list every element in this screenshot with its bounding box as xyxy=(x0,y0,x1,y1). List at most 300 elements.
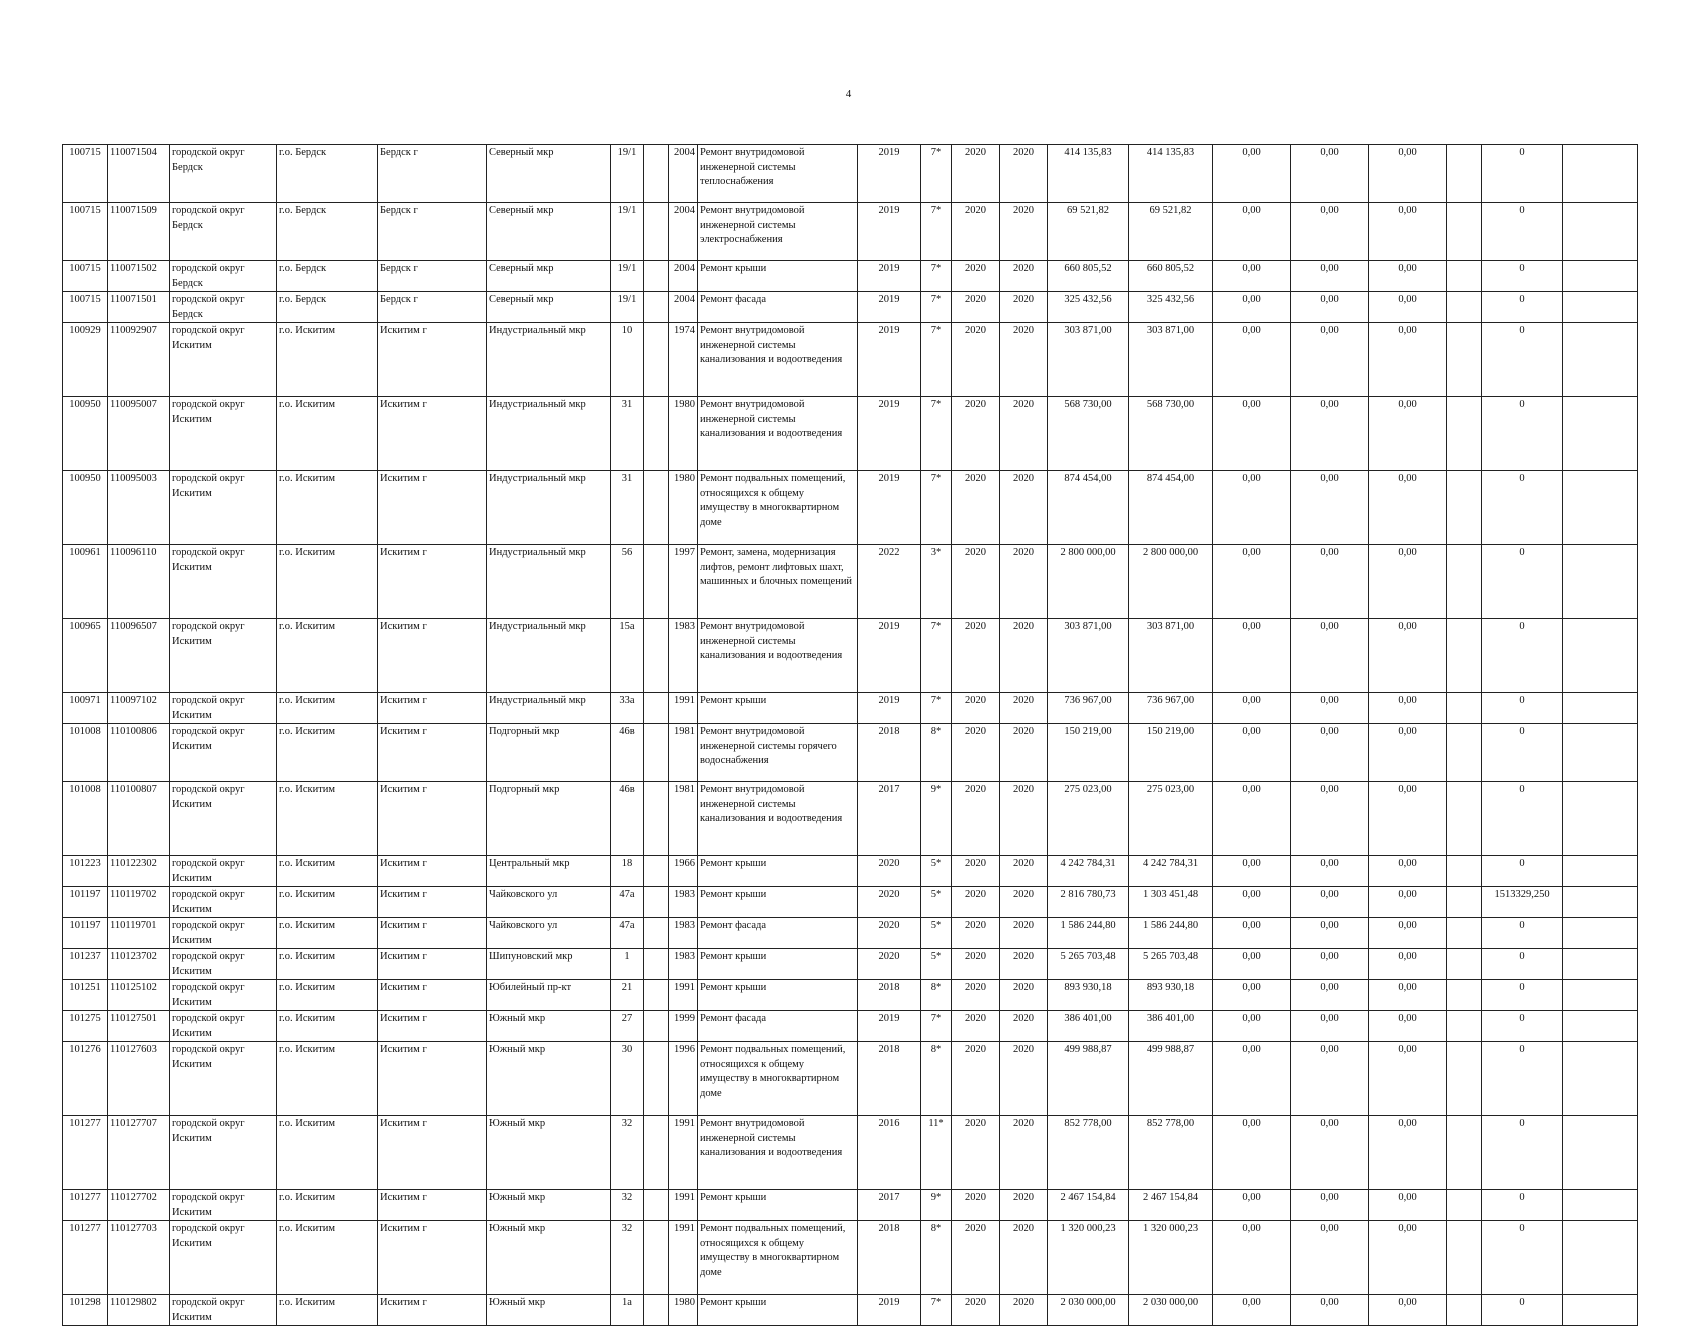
cell-empty xyxy=(644,918,669,949)
cell-value-4 xyxy=(1447,980,1482,1011)
cell-municipality: г.о. Искитим xyxy=(277,856,378,887)
cell-plan-year: 2022 xyxy=(858,545,921,619)
cell-note: 8* xyxy=(921,724,952,782)
cell-cost-fund: 736 967,00 xyxy=(1129,693,1213,724)
cell-value-6 xyxy=(1563,619,1638,693)
cell-locality: Искитим г xyxy=(378,1116,487,1190)
cell-cost-total: 499 988,87 xyxy=(1048,1042,1129,1116)
table-row xyxy=(63,1011,1638,1042)
cell-value-1: 0,00 xyxy=(1213,1116,1291,1190)
cell-cost-fund: 5 265 703,48 xyxy=(1129,949,1213,980)
cell-value-3: 0,00 xyxy=(1369,1116,1447,1190)
cell-locality: Искитим г xyxy=(378,545,487,619)
cell-empty xyxy=(644,619,669,693)
cell-note: 8* xyxy=(921,980,952,1011)
cell-empty xyxy=(644,1295,669,1326)
cell-row-id: 101197 xyxy=(63,918,108,949)
cell-value-5: 0 xyxy=(1482,145,1563,203)
cell-street: Подгорный мкр xyxy=(487,724,611,782)
cell-value-5: 0 xyxy=(1482,1011,1563,1042)
cell-value-2: 0,00 xyxy=(1291,292,1369,323)
cell-object-code: 110123702 xyxy=(108,949,170,980)
cell-row-id: 101277 xyxy=(63,1116,108,1190)
cell-year-built: 1983 xyxy=(669,619,698,693)
cell-object-code: 110129802 xyxy=(108,1295,170,1326)
cell-work-type: Ремонт крыши xyxy=(698,887,858,918)
cell-object-code: 110096110 xyxy=(108,545,170,619)
cell-year-built: 2004 xyxy=(669,203,698,261)
cell-locality: Искитим г xyxy=(378,1221,487,1295)
cell-year-built: 2004 xyxy=(669,145,698,203)
cell-value-4 xyxy=(1447,471,1482,545)
cell-locality: Бердск г xyxy=(378,203,487,261)
cell-value-4 xyxy=(1447,949,1482,980)
cell-note: 7* xyxy=(921,1011,952,1042)
cell-row-id: 101008 xyxy=(63,782,108,856)
cell-note: 11* xyxy=(921,1116,952,1190)
cell-year-start: 2020 xyxy=(952,545,1000,619)
cell-plan-year: 2018 xyxy=(858,980,921,1011)
cell-municipality: г.о. Искитим xyxy=(277,918,378,949)
cell-cost-fund: 386 401,00 xyxy=(1129,1011,1213,1042)
cell-house-number: 10 xyxy=(611,323,644,397)
cell-value-6 xyxy=(1563,1011,1638,1042)
cell-cost-fund: 2 467 154,84 xyxy=(1129,1190,1213,1221)
cell-object-code: 110096507 xyxy=(108,619,170,693)
cell-value-1: 0,00 xyxy=(1213,887,1291,918)
cell-object-code: 110092907 xyxy=(108,323,170,397)
cell-work-type: Ремонт внутридомовой инженерной системы канализования и водоотведения xyxy=(698,1116,858,1190)
cell-municipality: г.о. Бердск xyxy=(277,145,378,203)
cell-value-5: 0 xyxy=(1482,980,1563,1011)
cell-year-built: 1966 xyxy=(669,856,698,887)
cell-row-id: 100929 xyxy=(63,323,108,397)
cell-value-3: 0,00 xyxy=(1369,693,1447,724)
cell-street: Индустриальный мкр xyxy=(487,619,611,693)
cell-value-1: 0,00 xyxy=(1213,918,1291,949)
table-row xyxy=(63,1116,1638,1190)
cell-cost-fund: 4 242 784,31 xyxy=(1129,856,1213,887)
cell-value-3: 0,00 xyxy=(1369,1295,1447,1326)
cell-municipality: г.о. Бердск xyxy=(277,261,378,292)
cell-year-built: 1981 xyxy=(669,724,698,782)
cell-municipality: г.о. Искитим xyxy=(277,545,378,619)
cell-value-5: 0 xyxy=(1482,693,1563,724)
cell-year-start: 2020 xyxy=(952,724,1000,782)
cell-year-end: 2020 xyxy=(1000,918,1048,949)
cell-cost-fund: 150 219,00 xyxy=(1129,724,1213,782)
cell-row-id: 100961 xyxy=(63,545,108,619)
cell-value-4 xyxy=(1447,782,1482,856)
cell-object-code: 110071509 xyxy=(108,203,170,261)
cell-value-4 xyxy=(1447,693,1482,724)
cell-cost-fund: 325 432,56 xyxy=(1129,292,1213,323)
cell-municipality: г.о. Искитим xyxy=(277,619,378,693)
cell-empty xyxy=(644,292,669,323)
table-row xyxy=(63,782,1638,856)
cell-object-code: 110127501 xyxy=(108,1011,170,1042)
cell-locality: Искитим г xyxy=(378,856,487,887)
cell-cost-total: 275 023,00 xyxy=(1048,782,1129,856)
cell-value-6 xyxy=(1563,203,1638,261)
cell-value-5: 0 xyxy=(1482,949,1563,980)
cell-locality: Искитим г xyxy=(378,949,487,980)
table-row xyxy=(63,292,1638,323)
cell-municipality: г.о. Искитим xyxy=(277,1011,378,1042)
cell-value-1: 0,00 xyxy=(1213,1011,1291,1042)
cell-street: Юбилейный пр-кт xyxy=(487,980,611,1011)
cell-object-code: 110100806 xyxy=(108,724,170,782)
cell-cost-fund: 852 778,00 xyxy=(1129,1116,1213,1190)
cell-cost-total: 874 454,00 xyxy=(1048,471,1129,545)
cell-district: городской округ Бердск xyxy=(170,261,277,292)
cell-municipality: г.о. Бердск xyxy=(277,203,378,261)
cell-value-4 xyxy=(1447,1190,1482,1221)
cell-value-1: 0,00 xyxy=(1213,724,1291,782)
table-row xyxy=(63,545,1638,619)
cell-municipality: г.о. Искитим xyxy=(277,397,378,471)
cell-empty xyxy=(644,1011,669,1042)
cell-object-code: 110095003 xyxy=(108,471,170,545)
cell-year-built: 1980 xyxy=(669,471,698,545)
cell-value-2: 0,00 xyxy=(1291,471,1369,545)
cell-value-2: 0,00 xyxy=(1291,782,1369,856)
cell-plan-year: 2019 xyxy=(858,693,921,724)
cell-value-4 xyxy=(1447,1116,1482,1190)
cell-row-id: 101223 xyxy=(63,856,108,887)
cell-object-code: 110119701 xyxy=(108,918,170,949)
cell-value-5: 0 xyxy=(1482,471,1563,545)
cell-row-id: 101298 xyxy=(63,1295,108,1326)
cell-municipality: г.о. Искитим xyxy=(277,471,378,545)
cell-work-type: Ремонт внутридомовой инженерной системы горячего водоснабжения xyxy=(698,724,858,782)
cell-year-built: 2004 xyxy=(669,292,698,323)
table-row xyxy=(63,619,1638,693)
cell-value-6 xyxy=(1563,887,1638,918)
cell-locality: Искитим г xyxy=(378,693,487,724)
cell-house-number: 19/1 xyxy=(611,203,644,261)
cell-value-2: 0,00 xyxy=(1291,145,1369,203)
cell-value-2: 0,00 xyxy=(1291,261,1369,292)
cell-value-6 xyxy=(1563,1221,1638,1295)
cell-work-type: Ремонт внутридомовой инженерной системы канализования и водоотведения xyxy=(698,782,858,856)
cell-year-start: 2020 xyxy=(952,261,1000,292)
cell-cost-fund: 414 135,83 xyxy=(1129,145,1213,203)
cell-note: 5* xyxy=(921,949,952,980)
cell-district: городской округ Искитим xyxy=(170,1042,277,1116)
cell-value-1: 0,00 xyxy=(1213,145,1291,203)
cell-note: 7* xyxy=(921,471,952,545)
cell-year-end: 2020 xyxy=(1000,261,1048,292)
cell-value-1: 0,00 xyxy=(1213,980,1291,1011)
cell-street: Южный мкр xyxy=(487,1116,611,1190)
cell-street: Северный мкр xyxy=(487,261,611,292)
cell-cost-total: 414 135,83 xyxy=(1048,145,1129,203)
cell-value-3: 0,00 xyxy=(1369,323,1447,397)
cell-district: городской округ Искитим xyxy=(170,1295,277,1326)
cell-locality: Искитим г xyxy=(378,619,487,693)
cell-value-5: 0 xyxy=(1482,261,1563,292)
cell-house-number: 33а xyxy=(611,693,644,724)
cell-plan-year: 2019 xyxy=(858,323,921,397)
cell-municipality: г.о. Искитим xyxy=(277,1190,378,1221)
cell-row-id: 100715 xyxy=(63,292,108,323)
cell-cost-total: 2 800 000,00 xyxy=(1048,545,1129,619)
cell-cost-total: 303 871,00 xyxy=(1048,619,1129,693)
table-row xyxy=(63,261,1638,292)
cell-value-4 xyxy=(1447,323,1482,397)
table-row xyxy=(63,918,1638,949)
cell-locality: Искитим г xyxy=(378,397,487,471)
cell-street: Индустриальный мкр xyxy=(487,323,611,397)
cell-object-code: 110127603 xyxy=(108,1042,170,1116)
cell-district: городской округ Искитим xyxy=(170,980,277,1011)
cell-locality: Искитим г xyxy=(378,918,487,949)
cell-empty xyxy=(644,545,669,619)
cell-value-2: 0,00 xyxy=(1291,203,1369,261)
cell-house-number: 21 xyxy=(611,980,644,1011)
cell-year-start: 2020 xyxy=(952,918,1000,949)
cell-plan-year: 2019 xyxy=(858,145,921,203)
cell-year-end: 2020 xyxy=(1000,1295,1048,1326)
cell-row-id: 100715 xyxy=(63,203,108,261)
cell-value-3: 0,00 xyxy=(1369,145,1447,203)
cell-empty xyxy=(644,724,669,782)
cell-row-id: 101197 xyxy=(63,887,108,918)
cell-note: 7* xyxy=(921,203,952,261)
cell-row-id: 100950 xyxy=(63,397,108,471)
cell-district: городской округ Бердск xyxy=(170,203,277,261)
cell-value-6 xyxy=(1563,471,1638,545)
cell-value-4 xyxy=(1447,292,1482,323)
cell-year-built: 1999 xyxy=(669,1011,698,1042)
cell-cost-total: 660 805,52 xyxy=(1048,261,1129,292)
cell-work-type: Ремонт фасада xyxy=(698,292,858,323)
cell-value-2: 0,00 xyxy=(1291,887,1369,918)
cell-plan-year: 2019 xyxy=(858,619,921,693)
cell-note: 7* xyxy=(921,619,952,693)
cell-street: Индустриальный мкр xyxy=(487,693,611,724)
cell-cost-fund: 303 871,00 xyxy=(1129,619,1213,693)
cell-value-4 xyxy=(1447,145,1482,203)
cell-street: Подгорный мкр xyxy=(487,782,611,856)
cell-district: городской округ Искитим xyxy=(170,782,277,856)
cell-house-number: 32 xyxy=(611,1116,644,1190)
cell-district: городской округ Искитим xyxy=(170,619,277,693)
cell-value-6 xyxy=(1563,1190,1638,1221)
cell-year-start: 2020 xyxy=(952,203,1000,261)
cell-work-type: Ремонт подвальных помещений, относящихся к общему имуществу в многоквартирном доме xyxy=(698,1221,858,1295)
cell-locality: Искитим г xyxy=(378,1042,487,1116)
cell-plan-year: 2019 xyxy=(858,261,921,292)
cell-street: Северный мкр xyxy=(487,145,611,203)
cell-value-4 xyxy=(1447,1221,1482,1295)
cell-value-1: 0,00 xyxy=(1213,292,1291,323)
cell-value-6 xyxy=(1563,545,1638,619)
cell-house-number: 46в xyxy=(611,724,644,782)
cell-year-built: 2004 xyxy=(669,261,698,292)
cell-cost-fund: 1 303 451,48 xyxy=(1129,887,1213,918)
cell-street: Индустриальный мкр xyxy=(487,397,611,471)
cell-year-end: 2020 xyxy=(1000,724,1048,782)
cell-value-1: 0,00 xyxy=(1213,545,1291,619)
cell-empty xyxy=(644,856,669,887)
cell-locality: Искитим г xyxy=(378,1011,487,1042)
cell-plan-year: 2020 xyxy=(858,887,921,918)
cell-year-start: 2020 xyxy=(952,1116,1000,1190)
cell-value-3: 0,00 xyxy=(1369,856,1447,887)
cell-note: 9* xyxy=(921,1190,952,1221)
cell-value-1: 0,00 xyxy=(1213,782,1291,856)
cell-district: городской округ Искитим xyxy=(170,1221,277,1295)
cell-value-1: 0,00 xyxy=(1213,397,1291,471)
cell-value-2: 0,00 xyxy=(1291,1221,1369,1295)
cell-year-end: 2020 xyxy=(1000,1190,1048,1221)
cell-value-6 xyxy=(1563,323,1638,397)
cell-value-1: 0,00 xyxy=(1213,323,1291,397)
cell-year-start: 2020 xyxy=(952,782,1000,856)
cell-work-type: Ремонт крыши xyxy=(698,693,858,724)
cell-cost-total: 325 432,56 xyxy=(1048,292,1129,323)
cell-value-5: 0 xyxy=(1482,1190,1563,1221)
cell-row-id: 100971 xyxy=(63,693,108,724)
cell-locality: Искитим г xyxy=(378,471,487,545)
cell-value-1: 0,00 xyxy=(1213,203,1291,261)
cell-house-number: 47а xyxy=(611,918,644,949)
cell-value-5: 0 xyxy=(1482,545,1563,619)
cell-work-type: Ремонт подвальных помещений, относящихся к общему имуществу в многоквартирном доме xyxy=(698,1042,858,1116)
cell-object-code: 110127702 xyxy=(108,1190,170,1221)
cell-year-start: 2020 xyxy=(952,856,1000,887)
cell-year-start: 2020 xyxy=(952,1295,1000,1326)
cell-empty xyxy=(644,145,669,203)
cell-cost-fund: 874 454,00 xyxy=(1129,471,1213,545)
cell-note: 5* xyxy=(921,918,952,949)
cell-year-end: 2020 xyxy=(1000,145,1048,203)
cell-value-2: 0,00 xyxy=(1291,1042,1369,1116)
cell-district: городской округ Искитим xyxy=(170,1190,277,1221)
cell-house-number: 1 xyxy=(611,949,644,980)
cell-value-5: 0 xyxy=(1482,724,1563,782)
cell-value-2: 0,00 xyxy=(1291,980,1369,1011)
cell-value-3: 0,00 xyxy=(1369,887,1447,918)
cell-plan-year: 2019 xyxy=(858,203,921,261)
table-row xyxy=(63,145,1638,203)
cell-value-4 xyxy=(1447,545,1482,619)
cell-plan-year: 2018 xyxy=(858,1042,921,1116)
cell-work-type: Ремонт внутридомовой инженерной системы теплоснабжения xyxy=(698,145,858,203)
cell-year-end: 2020 xyxy=(1000,292,1048,323)
cell-cost-fund: 1 320 000,23 xyxy=(1129,1221,1213,1295)
cell-locality: Искитим г xyxy=(378,1190,487,1221)
cell-note: 7* xyxy=(921,261,952,292)
cell-street: Южный мкр xyxy=(487,1011,611,1042)
cell-district: городской округ Искитим xyxy=(170,724,277,782)
cell-street: Чайковского ул xyxy=(487,918,611,949)
table-row xyxy=(63,1221,1638,1295)
cell-empty xyxy=(644,397,669,471)
cell-year-built: 1991 xyxy=(669,1221,698,1295)
cell-locality: Искитим г xyxy=(378,724,487,782)
cell-year-built: 1991 xyxy=(669,1116,698,1190)
cell-year-built: 1974 xyxy=(669,323,698,397)
cell-value-6 xyxy=(1563,1042,1638,1116)
cell-empty xyxy=(644,1190,669,1221)
cell-house-number: 32 xyxy=(611,1221,644,1295)
cell-district: городской округ Искитим xyxy=(170,397,277,471)
cell-year-built: 1997 xyxy=(669,545,698,619)
cell-value-1: 0,00 xyxy=(1213,856,1291,887)
cell-value-5: 0 xyxy=(1482,782,1563,856)
table-row xyxy=(63,1042,1638,1116)
cell-empty xyxy=(644,887,669,918)
cell-year-end: 2020 xyxy=(1000,1011,1048,1042)
cell-value-5: 0 xyxy=(1482,203,1563,261)
table-row xyxy=(63,693,1638,724)
cell-street: Северный мкр xyxy=(487,292,611,323)
cell-district: городской округ Искитим xyxy=(170,856,277,887)
cell-locality: Бердск г xyxy=(378,261,487,292)
cell-year-end: 2020 xyxy=(1000,1116,1048,1190)
cell-street: Северный мкр xyxy=(487,203,611,261)
cell-plan-year: 2020 xyxy=(858,949,921,980)
cell-cost-total: 1 320 000,23 xyxy=(1048,1221,1129,1295)
cell-house-number: 47а xyxy=(611,887,644,918)
cell-year-start: 2020 xyxy=(952,980,1000,1011)
cell-work-type: Ремонт внутридомовой инженерной системы канализования и водоотведения xyxy=(698,397,858,471)
cell-empty xyxy=(644,980,669,1011)
cell-year-end: 2020 xyxy=(1000,323,1048,397)
cell-house-number: 19/1 xyxy=(611,145,644,203)
cell-year-built: 1991 xyxy=(669,980,698,1011)
cell-work-type: Ремонт крыши xyxy=(698,261,858,292)
cell-value-2: 0,00 xyxy=(1291,918,1369,949)
cell-value-4 xyxy=(1447,856,1482,887)
cell-locality: Искитим г xyxy=(378,323,487,397)
cell-district: городской округ Искитим xyxy=(170,1011,277,1042)
cell-year-built: 1981 xyxy=(669,782,698,856)
table-row xyxy=(63,203,1638,261)
cell-plan-year: 2018 xyxy=(858,1221,921,1295)
table-row xyxy=(63,724,1638,782)
cell-value-4 xyxy=(1447,619,1482,693)
table-row xyxy=(63,1295,1638,1326)
cell-year-end: 2020 xyxy=(1000,203,1048,261)
cell-cost-fund: 499 988,87 xyxy=(1129,1042,1213,1116)
cell-value-1: 0,00 xyxy=(1213,1295,1291,1326)
cell-year-start: 2020 xyxy=(952,949,1000,980)
cell-street: Чайковского ул xyxy=(487,887,611,918)
cell-value-5: 0 xyxy=(1482,292,1563,323)
cell-street: Индустриальный мкр xyxy=(487,471,611,545)
cell-value-6 xyxy=(1563,782,1638,856)
cell-value-4 xyxy=(1447,397,1482,471)
cell-house-number: 31 xyxy=(611,397,644,471)
cell-value-1: 0,00 xyxy=(1213,619,1291,693)
cell-cost-total: 69 521,82 xyxy=(1048,203,1129,261)
table-row xyxy=(63,1190,1638,1221)
cell-empty xyxy=(644,693,669,724)
table-row xyxy=(63,887,1638,918)
cell-empty xyxy=(644,1042,669,1116)
cell-year-start: 2020 xyxy=(952,1221,1000,1295)
cell-work-type: Ремонт внутридомовой инженерной системы электроснабжения xyxy=(698,203,858,261)
cell-note: 7* xyxy=(921,693,952,724)
cell-value-5: 0 xyxy=(1482,1295,1563,1326)
cell-row-id: 100950 xyxy=(63,471,108,545)
cell-cost-total: 2 030 000,00 xyxy=(1048,1295,1129,1326)
cell-plan-year: 2019 xyxy=(858,292,921,323)
